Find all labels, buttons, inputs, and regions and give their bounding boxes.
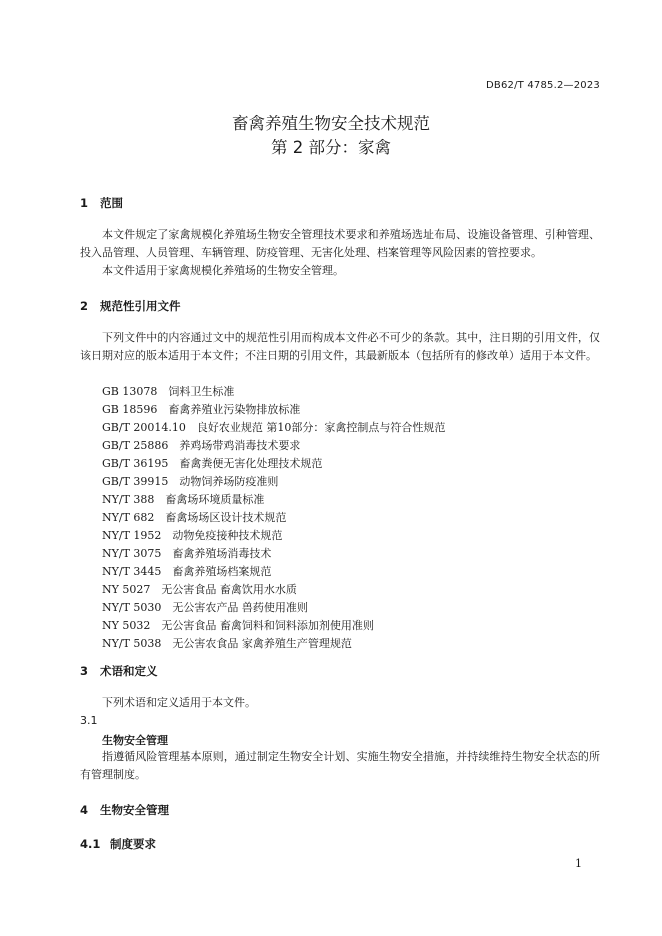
scope-paragraph-2: 本文件适用于家禽规模化养殖场的生物安全管理。 [102,264,344,277]
reference-item: NY/T 3445 畜禽养殖场档案规范 [102,565,272,578]
term-definition: 指遵循风险管理基本原则，通过制定生物安全计划、实施生物安全措施，并持续维持生物安全状态的所有管理制度。 [80,750,600,781]
document-subtitle: 第 2 部分：家禽 [271,138,391,157]
section-title: 术语和定义 [100,664,158,678]
reference-item: GB/T 39915 动物饲养场防疫准则 [102,475,279,488]
section-number: 3 [80,664,89,678]
subsection-heading-requirements [80,836,156,852]
section-number: 2 [80,299,89,313]
reference-item: NY/T 5038 无公害农食品 家禽养殖生产管理规范 [102,637,352,650]
reference-item: GB/T 20014.10 良好农业规范 第10部分：家禽控制点与符合性规范 [102,421,446,434]
scope-paragraph-1: 本文件规定了家禽规模化养殖场生物安全管理技术要求和养殖场选址布局、设施设备管理、引种管理、投入品管理、人员管理、车辆管理、防疫管理、无害化处理、档案管理等风险因素的管控要求。 [80,228,600,259]
subsection-number: 4.1 [80,837,101,851]
reference-item: NY/T 388 畜禽场环境质量标准 [102,493,265,506]
page-number: 1 [575,857,582,870]
reference-item: NY 5032 无公害食品 畜禽饲料和饲料添加剂使用准则 [102,619,374,632]
document-title: 畜禽养殖生物安全技术规范 [232,114,430,133]
reference-item: GB/T 25886 养鸡场带鸡消毒技术要求 [102,439,301,452]
reference-item: NY/T 3075 畜禽养殖场消毒技术 [102,547,272,560]
section-title: 规范性引用文件 [100,299,181,313]
document-number: DB62/T 4785.2—2023 [486,80,600,91]
section-heading-scope [80,195,123,211]
section-number: 4 [80,803,89,817]
reference-item: NY 5027 无公害食品 畜禽饮用水水质 [102,583,297,596]
reference-item: NY/T 5030 无公害农产品 兽药使用准则 [102,601,308,614]
reference-item: GB 13078 饲料卫生标准 [102,385,235,398]
term-number: 3.1 [80,714,98,727]
section-number: 1 [80,196,89,210]
section-title: 生物安全管理 [100,803,169,817]
subsection-title: 制度要求 [110,837,156,851]
reference-item: NY/T 1952 动物免疫接种技术规范 [102,529,283,542]
section-heading-terms [80,663,158,679]
normative-refs-intro: 下列文件中的内容通过文中的规范性引用而构成本文件必不可少的条款。其中，注日期的引用文件，仅该日期对应的版本适用于本文件；不注日期的引用文件，其最新版本（包括所有的修改单）适用于本文件。 [80,331,600,362]
reference-item: GB 18596 畜禽养殖业污染物排放标准 [102,403,301,416]
terms-intro: 下列术语和定义适用于本文件。 [102,696,256,709]
reference-item: NY/T 682 畜禽场场区设计技术规范 [102,511,287,524]
section-title: 范围 [100,196,123,210]
term-name: 生物安全管理 [102,734,168,747]
section-heading-biosafety [80,802,169,818]
section-heading-normative-refs [80,298,181,314]
reference-item: GB/T 36195 畜禽粪便无害化处理技术规范 [102,457,323,470]
